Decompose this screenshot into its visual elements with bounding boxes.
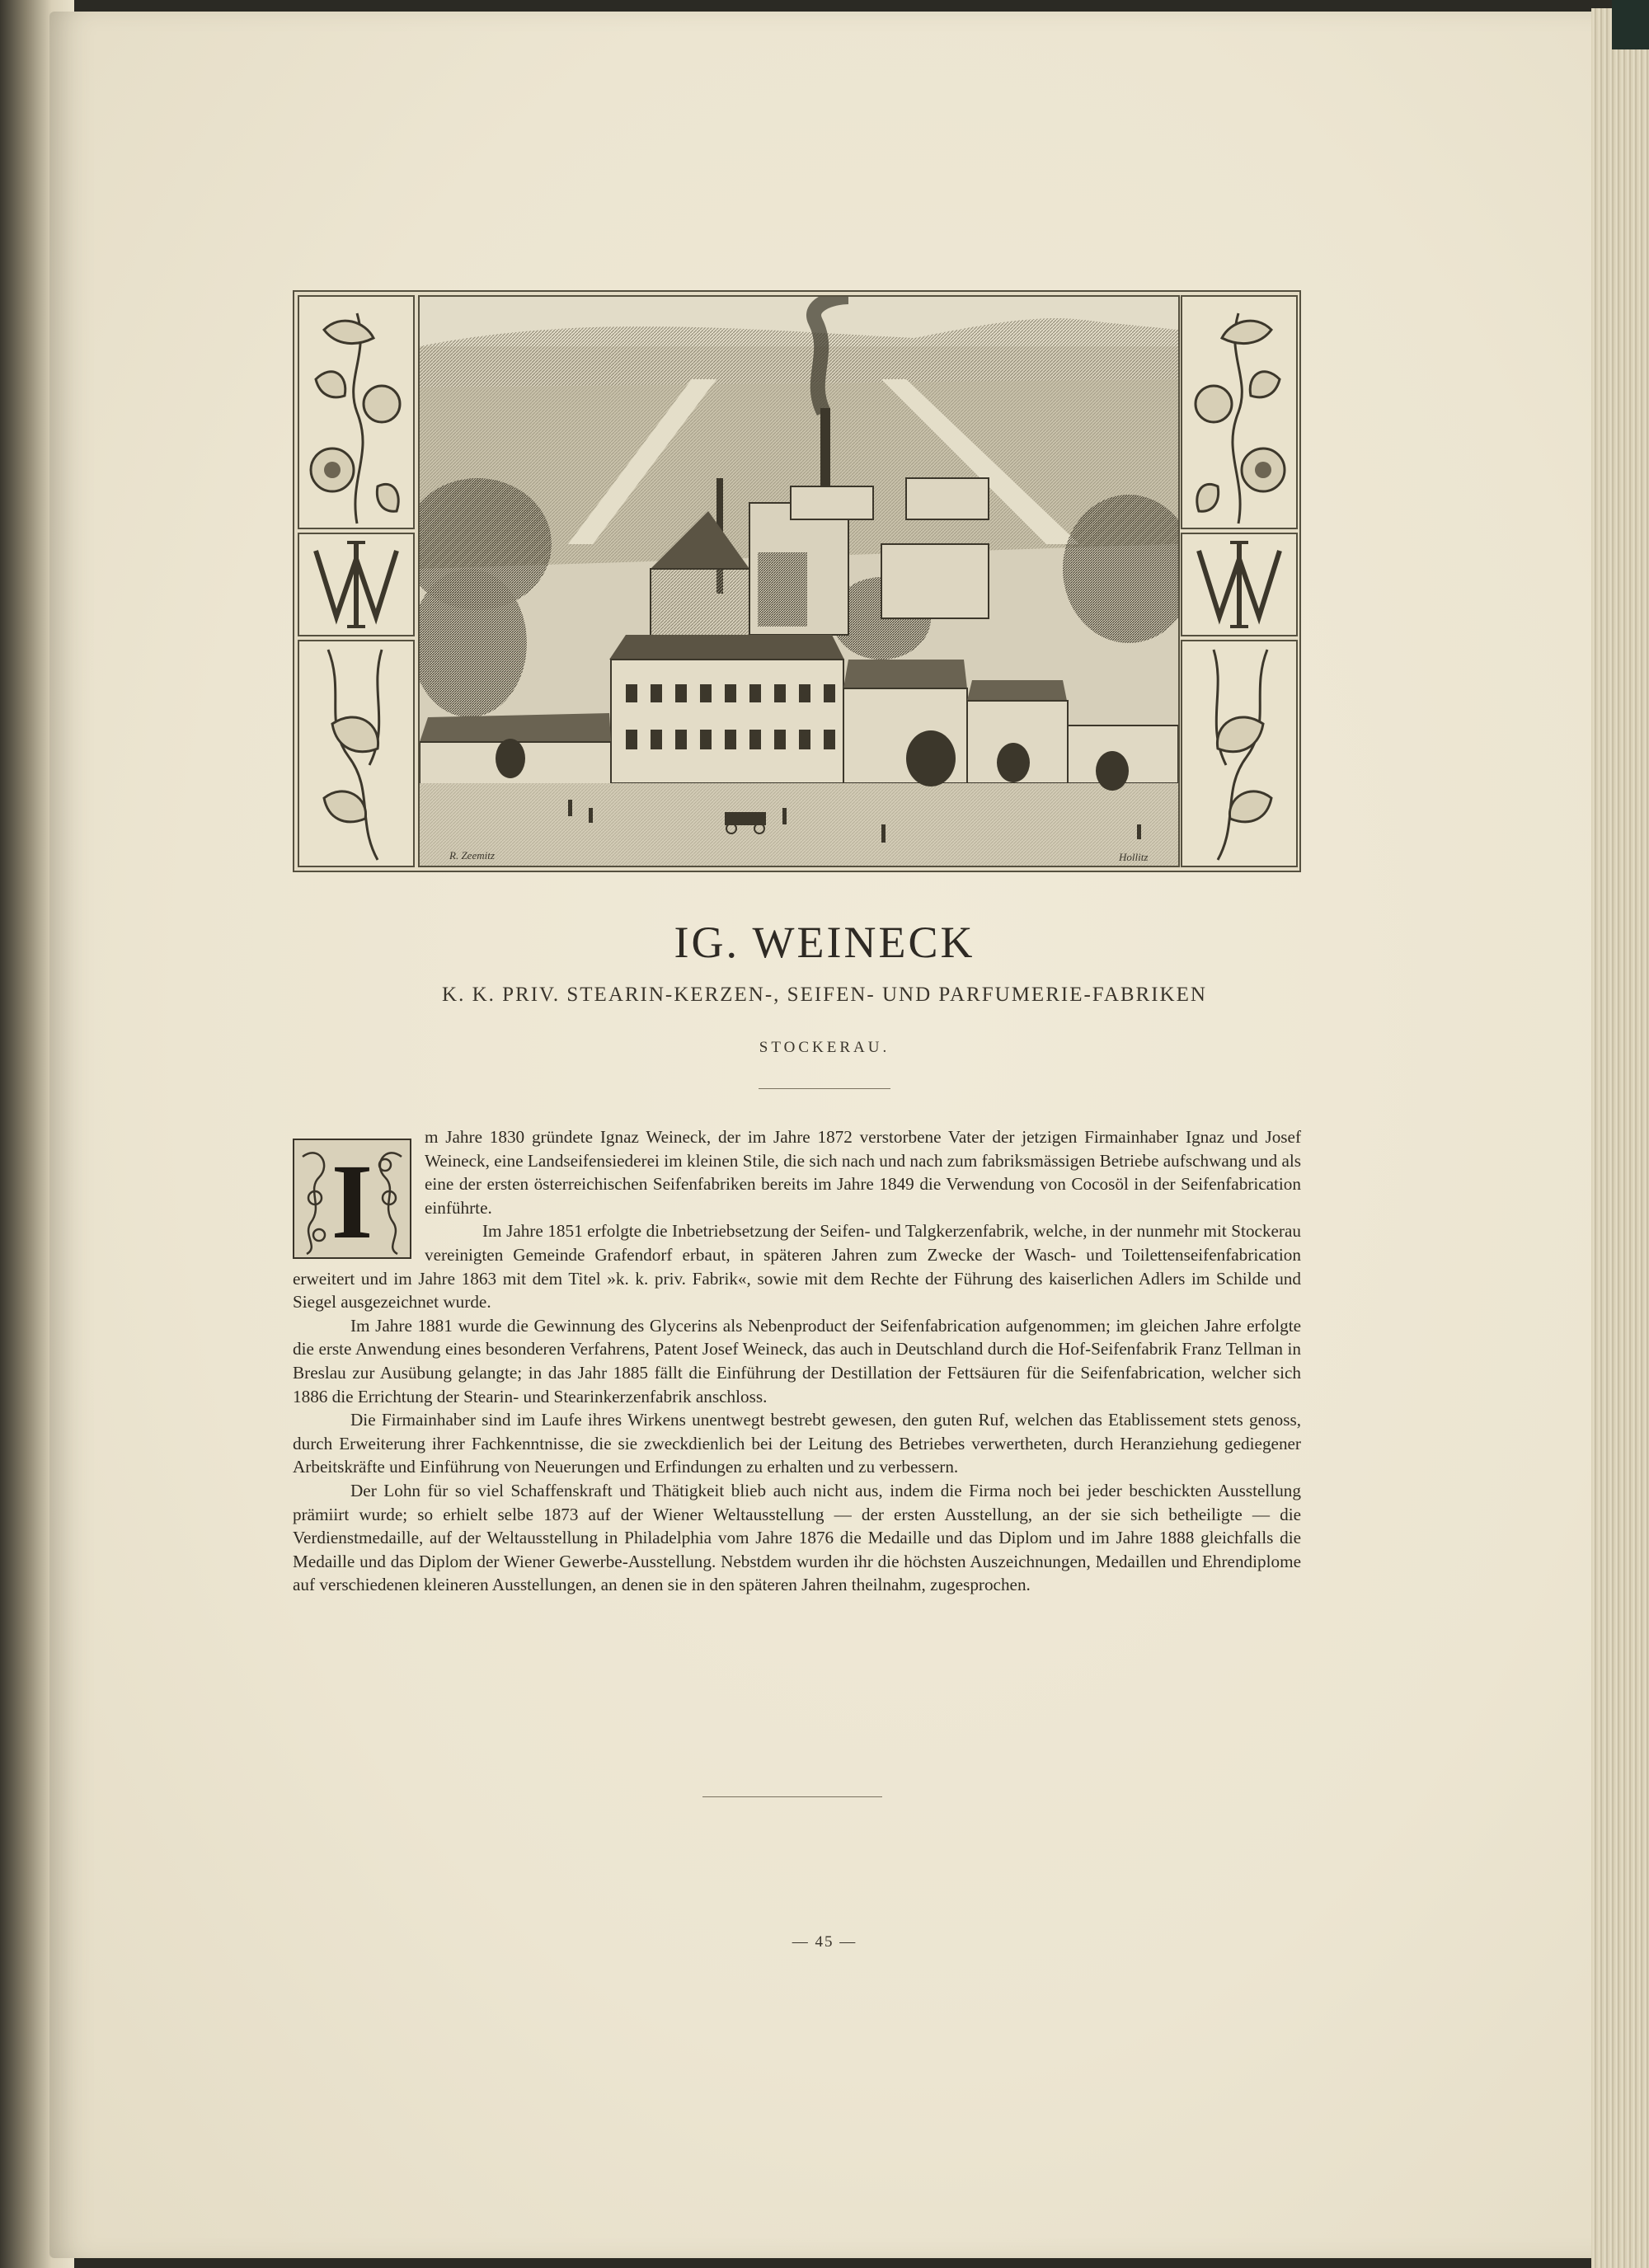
factory-engraving: [418, 295, 1180, 867]
right-tendril-panel-bottom: [1181, 640, 1298, 867]
paragraph-5: Der Lohn für so viel Schaffenskraft und Thätigkeit blieb auch nicht aus, indem die Firma noch bei jeder beschickten Ausstellung prämiirt wurde; so erhielt selbe 1873 auf der Wiener Weltausstellung — der ersten Ausstellung, an der sie sich betheiligte — die Verdienstmedaille, auf der Weltausstellung in Philadelphia vom Jahre 1876 die Medaille und das Diplom und im Jahre 1888 gleichfalls die Medaille und das Diplom der Wiener Gewerbe-Ausstellung. Nebstdem wurden ihr die höchsten Auszeichnungen, Medaillen und Ehrendiplome auf verschiedenen kleineren Ausstellungen, an denen sie in den späteren Jahren theilnahm, zugesprochen.: [293, 1480, 1301, 1595]
right-monogram-panel: [1181, 533, 1298, 636]
binding-corner: [1612, 0, 1649, 49]
company-subtitle: K. K. PRIV. STEARIN-KERZEN-, SEIFEN- UND PARFUMERIE-FABRIKEN: [442, 984, 1207, 1006]
paragraph-1: m Jahre 1830 gründete Ignaz Weineck, der im Jahre 1872 verstorbene Vater der jetzigen Firmainhaber Ignaz und Josef Weineck, eine Landseifensiederei im kleinen Stile, die sich nach und nach zum fabriksmässigen Betriebe aufschwang und als eine der ersten österreichischen Seifenfabriken bereits im Jahre 1849 die Verwendung von Cocosöl in der Seifenfabrication einführte.: [425, 1127, 1301, 1218]
closing-divider: [702, 1796, 882, 1797]
right-poppy-panel-top: [1181, 295, 1298, 529]
company-title: IG. WEINECK: [674, 918, 975, 967]
factory-scene-image: [420, 297, 1178, 866]
tendril-ornament-icon: [299, 641, 413, 866]
illustration-plate: [293, 290, 1301, 872]
monogram-icon: [1182, 534, 1296, 635]
paragraph-4: Die Firmainhaber sind im Laufe ihres Wirkens unentwegt bestrebt gewesen, den guten Ruf, welchen das Etablissement stets genoss, durch Erweiterung ihrer Fachkenntnisse, die sie zweckdienlich bei der Leitung des Betriebes verwertheten, durch Heranziehung gediegener Arbeitskräfte und Einführung von Neuerungen und Erfindungen zu erhalten und zu verbessern.: [293, 1410, 1301, 1477]
heading-divider: [759, 1088, 890, 1089]
page-stack-edge: [1591, 8, 1649, 2268]
paragraph-3: Im Jahre 1881 wurde die Gewinnung des Glycerins als Nebenproduct der Seifenfabrication aufgenommen; im gleichen Jahre erfolgte die erste Anwendung eines besonderen Verfahrens, Patent Josef Weineck, das auch in Deutschland durch die Hof-Seifenfabrik Franz Tellman in Breslau zur Ausübung gelangte; in das Jahr 1885 fällt die Einführung der Destillation der Fettsäuren für die Seifenfabrication, welcher sich 1886 die Errichtung der Stearin- und Stearinkerzenfabrik anschloss.: [293, 1315, 1301, 1406]
initial-letter: I: [331, 1143, 373, 1261]
left-monogram-panel: [298, 533, 415, 636]
poppy-ornament-icon: [299, 297, 413, 528]
poppy-ornament-icon: [1182, 297, 1296, 528]
decorated-initial: [293, 1139, 411, 1259]
artist-signature: R. Zeemitz: [449, 849, 495, 862]
page-number: — 45 —: [792, 1933, 857, 1951]
monogram-icon: [299, 534, 413, 635]
left-tendril-panel-bottom: [298, 640, 415, 867]
tendril-ornament-icon: [1182, 641, 1296, 866]
engraver-signature: Hollitz: [1119, 851, 1149, 863]
article-body: [293, 1125, 1301, 1597]
left-poppy-panel-top: [298, 295, 415, 529]
paragraph-2: Im Jahre 1851 erfolgte die Inbetriebsetzung der Seifen- und Talgkerzenfabrik, welche, in der nunmehr mit Stockerau vereinigten Gemeinde Grafendorf erbaut, in späteren Jahren zum Zwecke der Wasch- und Toilettenseifenfabrication erweitert und im Jahre 1863 mit dem Titel »k. k. priv. Fabrik«, sowie mit dem Rechte der Führung des kaiserlichen Adlers im Schilde und Siegel ausgezeichnet wurde.: [293, 1221, 1301, 1312]
company-location: STOCKERAU.: [759, 1039, 890, 1056]
